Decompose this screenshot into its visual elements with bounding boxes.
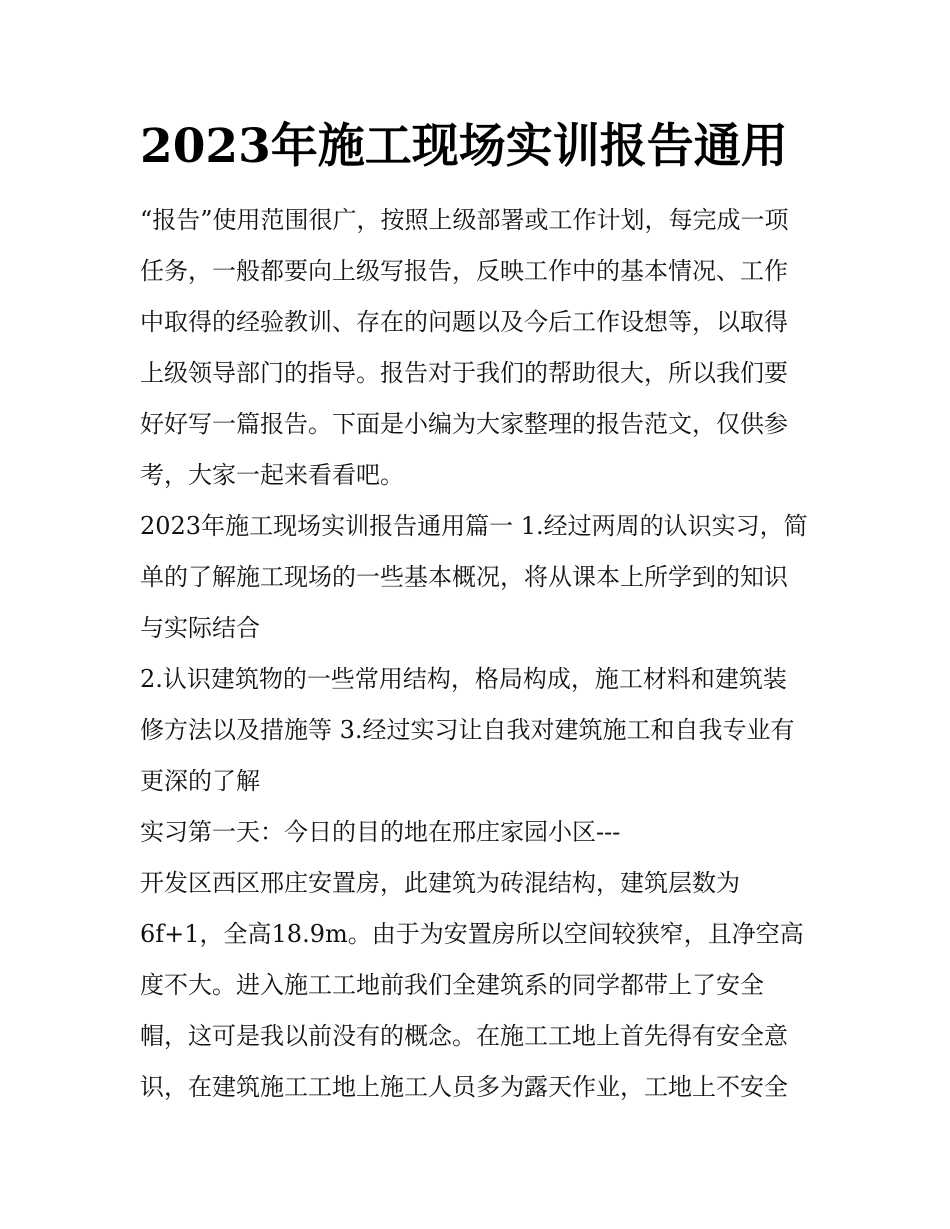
body-line: 好好写一篇报告。下面是小编为大家整理的报告范文，仅供参 <box>140 410 788 438</box>
body-line: 开发区西区邢庄安置房，此建筑为砖混结构，建筑层数为 <box>140 869 740 897</box>
body-line: 上级领导部门的指导。报告对于我们的帮助很大，所以我们要 <box>140 359 788 387</box>
body-line: 识，在建筑施工工地上施工人员多为露天作业，工地上不安全 <box>140 1073 788 1101</box>
document-body <box>140 195 812 1113</box>
body-line: 更深的了解 <box>140 767 260 795</box>
body-line: 与实际结合 <box>140 614 260 642</box>
body-line: 实习第一天：今日的目的地在邢庄家园小区--- <box>140 818 621 846</box>
body-line: 2023年施工现场实训报告通用篇一 1.经过两周的认识实习，简 <box>140 512 808 540</box>
body-line: 2.认识建筑物的一些常用结构，格局构成，施工材料和建筑装 <box>140 665 787 693</box>
body-line: 帽，这可是我以前没有的概念。在施工工地上首先得有安全意 <box>140 1022 788 1050</box>
body-line: 考，大家一起来看看吧。 <box>140 461 404 489</box>
body-line: 任务，一般都要向上级写报告，反映工作中的基本情况、工作 <box>140 257 788 285</box>
body-line: 修方法以及措施等 3.经过实习让自我对建筑施工和自我专业有 <box>140 716 795 744</box>
body-line: 中取得的经验教训、存在的问题以及今后工作设想等，以取得 <box>140 308 788 336</box>
document-title: 2023年施工现场实训报告通用 <box>140 119 788 174</box>
body-line: 6f+1，全高18.9m。由于为安置房所以空间较狭窄，且净空高 <box>140 920 804 948</box>
body-line: 单的了解施工现场的一些基本概况，将从课本上所学到的知识 <box>140 563 788 591</box>
body-line: “报告”使用范围很广，按照上级部署或工作计划，每完成一项 <box>140 206 789 234</box>
body-line: 度不大。进入施工工地前我们全建筑系的同学都带上了安全 <box>140 971 764 999</box>
